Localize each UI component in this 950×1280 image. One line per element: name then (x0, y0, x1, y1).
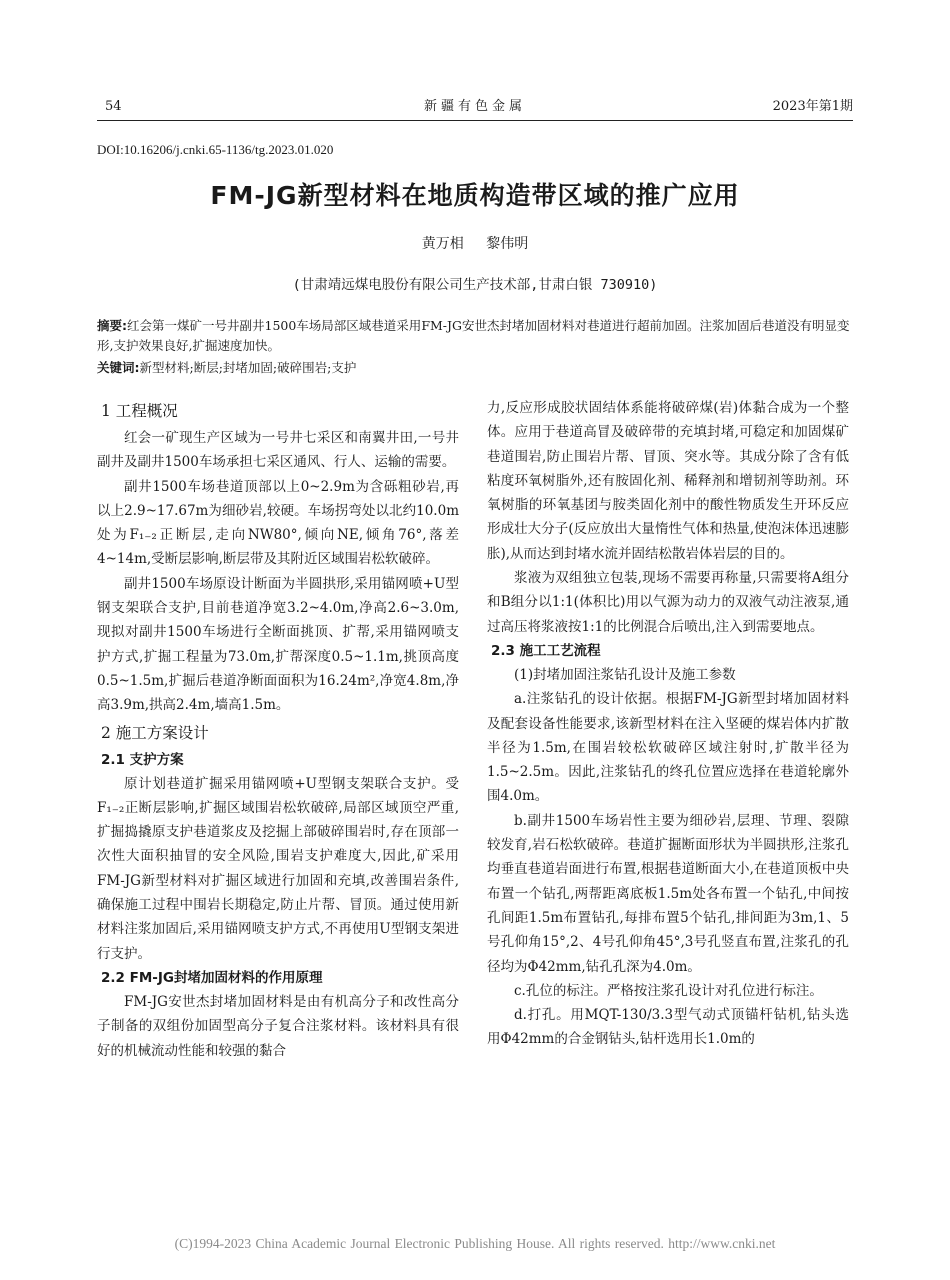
issue-label: 2023年第1期 (772, 99, 853, 114)
abstract-label: 摘要: (97, 318, 127, 333)
authors: 黄万相 黎伟明 (421, 236, 529, 252)
paragraph: a.注浆钻孔的设计依据。根据FM-JG新型封堵加固材料及配套设备性能要求,该新型材料在注入坚硬的煤岩体内扩散半径为1.5m,在围岩较松软破碎区域注射时,扩散半径为1.5~2.5m。因此,注浆钻孔的终孔位置应选择在巷道轮廓外围4.0m。 (487, 691, 849, 805)
section-heading: 1 工程概况 (101, 402, 178, 420)
header-rule (97, 120, 853, 121)
affiliation: (甘肃靖远煤电股份有限公司生产技术部,甘肃白银 730910) (292, 277, 658, 293)
keywords-text: 新型材料;断层;封堵加固;破碎围岩;支护 (139, 360, 357, 375)
paragraph: c.孔位的标注。严格按注浆孔设计对孔位进行标注。 (514, 982, 823, 999)
page-number: 54 (105, 99, 122, 114)
paragraph: 红会一矿现生产区域为一号井七采区和南翼井田,一号井副井及副井1500车场承担七采区通风、行人、运输的需要。 (97, 430, 459, 471)
doi: DOI:10.16206/j.cnki.65-1136/tg.2023.01.020 (97, 142, 334, 157)
paragraph: 力,反应形成胶状固结体系能将破碎煤(岩)体黏合成为一个整体。应用于巷道高冒及破碎带的充填封堵,可稳定和加固煤矿巷道围岩,防止围岩片帮、冒顶、突水等。其成分除了含有低粘度环氧树脂外,还有胺固化剂、稀释剂和增韧剂等助剂。环氧树脂的环氧基团与胺类固化剂中的酸性物质发生开环反应形成壮大分子(反应放出大量惰性气体和热量,使泡沫体迅速膨胀),从而达到封堵水流并固结松散岩体岩层的目的。 (487, 400, 849, 562)
right-column (487, 396, 849, 1052)
abstract-text: 红会第一煤矿一号井副井1500车场局部区域巷道采用FM-JG安世杰封堵加固材料对巷道进行超前加固。注浆加固后巷道没有明显变形,支护效果良好,扩掘速度加快。 (97, 318, 850, 353)
paragraph: (1)封堵加固注浆钻孔设计及施工参数 (514, 666, 736, 683)
journal-name: 新疆有色金属 (423, 99, 526, 114)
paragraph: FM-JG安世杰封堵加固材料是由有机高分子和改性高分子制备的双组份加固型高分子复合注浆材料。该材料具有很好的机械流动性能和较强的黏合 (97, 993, 459, 1059)
paragraph: d.打孔。用MQT-130/3.3型气动式顶锚杆钻机,钻头选用Φ42mm的合金钢钻头,钻杆选用长1.0m的 (487, 1007, 849, 1048)
paragraph: b.副井1500车场岩性主要为细砂岩,层理、节理、裂隙较发育,岩石松软破碎。巷道扩掘断面形状为半圆拱形,注浆孔均垂直巷道岩面进行布置,根据巷道断面大小,在巷道顶板中央布置一个钻孔,两帮距离底板1.5m处各布置一个钻孔,中间按孔间距1.5m布置钻孔,每排布置5个钻孔,排间距为3m,1、5号孔仰角15°,2、4号孔仰角45°,3号孔竖直布置,注浆孔的孔径均为Φ42mm,钻孔孔深为4.0m。 (487, 812, 849, 975)
paragraph: 副井1500车场巷道顶部以上0~2.9m为含砾粗砂岩,再以上2.9~17.67m为细砂岩,较硬。车场拐弯处以北约10.0m处为F₁₋₂正断层,走向NW80°,倾向NE,倾角76°,落差4~14m,受断层影响,断层带及其附近区域围岩松软破碎。 (97, 478, 459, 568)
keywords (97, 358, 853, 378)
subsection-heading: 2.3 施工工艺流程 (491, 642, 601, 659)
copyright-footer: (C)1994-2023 China Academic Journal Electronic Publishing House. All rights reserved. http://www.cnki.net (174, 1236, 776, 1251)
section-heading: 2 施工方案设计 (101, 723, 209, 742)
paragraph: 浆液为双组独立包装,现场不需要再称量,只需要将A组分和B组分以1:1(体积比)用以气源为动力的双液气动注液泵,通过高压将浆液按1:1的比例混合后喷出,注入到需要地点。 (487, 570, 849, 635)
subsection-heading: 2.1 支护方案 (101, 751, 184, 768)
paragraph: 原计划巷道扩掘采用锚网喷+U型钢支架联合支护。受F₁₋₂正断层影响,扩掘区域围岩松软破碎,局部区域顶空严重,扩掘捣撬原支护巷道浆皮及挖掘上部破碎围岩时,存在顶部一次性大面积抽冒的安全风险,围岩支护难度大,因此,矿采用FM-JG新型材料对扩掘区域进行加固和充填,改善围岩条件,确保施工过程中围岩长期稳定,防止片帮、冒顶。通过使用新材料注浆加固后,采用锚网喷支护方式,不再使用U型钢支架进行支护。 (97, 775, 459, 962)
abstract (97, 316, 853, 356)
left-column (97, 396, 459, 1063)
subsection-heading: 2.2 FM-JG封堵加固材料的作用原理 (101, 969, 323, 986)
paper-title: FM-JG新型材料在地质构造带区域的推广应用 (210, 181, 740, 210)
running-header (97, 98, 853, 120)
keywords-label: 关键词: (97, 360, 140, 375)
paragraph: 副井1500车场原设计断面为半圆拱形,采用锚网喷+U型钢支架联合支护,目前巷道净宽3.2~4.0m,净高2.6~3.0m,现拟对副井1500车场进行全断面挑顶、扩帮,采用锚网喷支护方式,扩掘工程量为73.0m,扩帮深度0.5~1.1m,挑顶高度0.5~1.5m,扩掘后巷道净断面面积为16.24m²,净宽4.8m,净高3.9m,拱高2.4m,墙高1.5m。 (97, 575, 459, 714)
